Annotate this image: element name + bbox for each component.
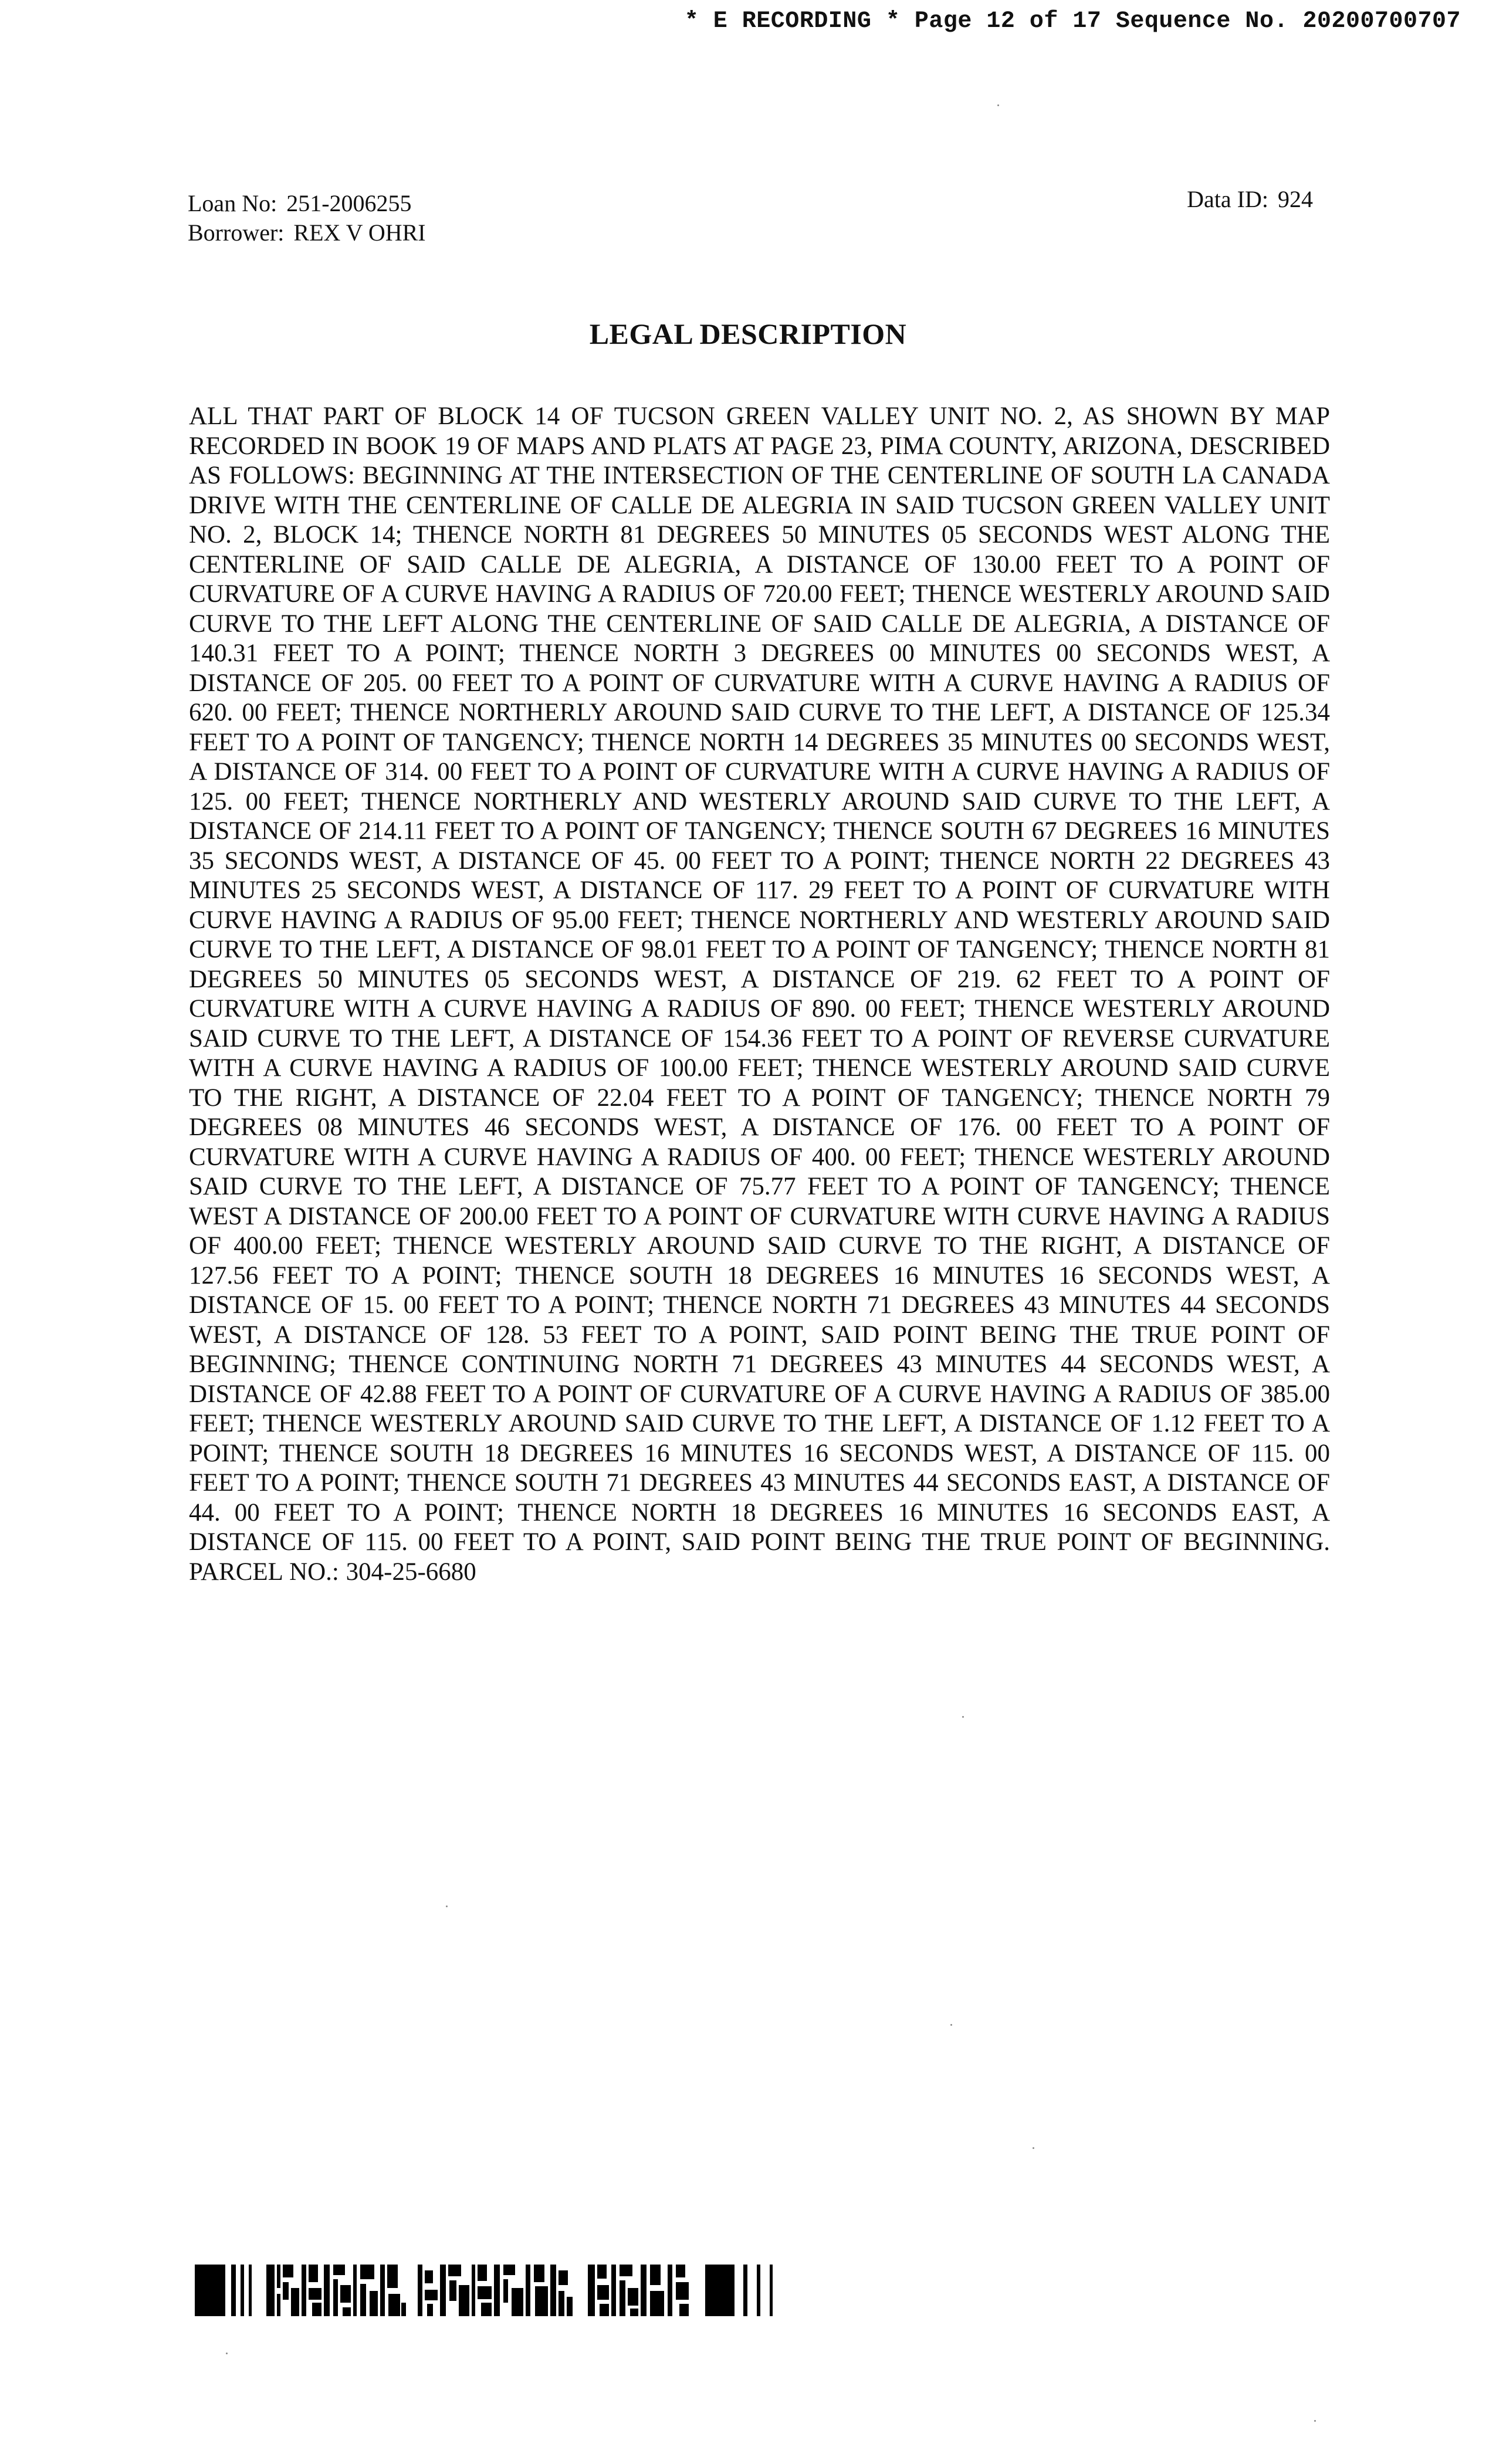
scan-speck	[226, 2353, 228, 2354]
borrower-row	[188, 218, 426, 248]
data-id	[1187, 185, 1313, 213]
borrower-label: Borrower:	[188, 219, 285, 246]
scan-speck	[1033, 2147, 1034, 2149]
scan-speck	[997, 104, 999, 106]
data-id-value: 924	[1278, 186, 1313, 212]
legal-description-body: ALL THAT PART OF BLOCK 14 OF TUCSON GREEN VALLEY UNIT NO. 2, AS SHOWN BY MAP RECORDED IN BOOK 19 OF MAPS AND PLATS AT PAGE 23, PIMA COUNTY, ARIZONA, DESCRIBED AS FOLLOWS: BEGINNING AT THE INTERSECTION OF THE CENTERLINE OF SOUTH LA CANADA DRIVE WITH THE CENTERLINE OF CALLE DE ALEGRIA IN SAID TUCSON GREEN VALLEY UNIT NO. 2, BLOCK 14; THENCE NORTH 81 DEGREES 50 MINUTES 05 SECONDS WEST ALONG THE CENTERLINE OF SAID CALLE DE ALEGRIA, A DISTANCE OF 130.00 FEET TO A POINT OF CURVATURE OF A CURVE HAVING A RADIUS OF 720.00 FEET; THENCE WESTERLY AROUND SAID CURVE TO THE LEFT ALONG THE CENTERLINE OF SAID CALLE DE ALEGRIA, A DISTANCE OF 140.31 FEET TO A POINT; THENCE NORTH 3 DEGREES 00 MINUTES 00 SECONDS WEST, A DISTANCE OF 205. 00 FEET TO A POINT OF CURVATURE WITH A CURVE HAVING A RADIUS OF 620. 00 FEET; THENCE NORTHERLY AROUND SAID CURVE TO THE LEFT, A DISTANCE OF 125.34 FEET TO A POINT OF TANGENCY; THENCE NORTH 14 DEGREES 35 MINUTES 00 SECONDS WEST, A DISTANCE OF 314. 00 FEET TO A POINT OF CURVATURE WITH A CURVE HAVING A RADIUS OF 125. 00 FEET; THENCE NORTHERLY AND WESTERLY AROUND SAID CURVE TO THE LEFT, A DISTANCE OF 214.11 FEET TO A POINT OF TANGENCY; THENCE SOUTH 67 DEGREES 16 MINUTES 35 SECONDS WEST, A DISTANCE OF 45. 00 FEET TO A POINT; THENCE NORTH 22 DEGREES 43 MINUTES 25 SECONDS WEST, A DISTANCE OF 117. 29 FEET TO A POINT OF CURVATURE WITH CURVE HAVING A RADIUS OF 95.00 FEET; THENCE NORTHERLY AND WESTERLY AROUND SAID CURVE TO THE LEFT, A DISTANCE OF 98.01 FEET TO A POINT OF TANGENCY; THENCE NORTH 81 DEGREES 50 MINUTES 05 SECONDS WEST, A DISTANCE OF 219. 62 FEET TO A POINT OF CURVATURE WITH A CURVE HAVING A RADIUS OF 890. 00 FEET; THENCE WESTERLY AROUND SAID CURVE TO THE LEFT, A DISTANCE OF 154.36 FEET TO A POINT OF REVERSE CURVATURE WITH A CURVE HAVING A RADIUS OF 100.00 FEET; THENCE WESTERLY AROUND SAID CURVE TO THE RIGHT, A DISTANCE OF 22.04 FEET TO A POINT OF TANGENCY; THENCE NORTH 79 DEGREES 08 MINUTES 46 SECONDS WEST, A DISTANCE OF 176. 00 FEET TO A POINT OF CURVATURE WITH A CURVE HAVING A RADIUS OF 400. 00 FEET; THENCE WESTERLY AROUND SAID CURVE TO THE LEFT, A DISTANCE OF 75.77 FEET TO A POINT OF TANGENCY; THENCE WEST A DISTANCE OF 200.00 FEET TO A POINT OF CURVATURE WITH CURVE HAVING A RADIUS OF 400.00 FEET; THENCE WESTERLY AROUND SAID CURVE TO THE RIGHT, A DISTANCE OF 127.56 FEET TO A POINT; THENCE SOUTH 18 DEGREES 16 MINUTES 16 SECONDS WEST, A DISTANCE OF 15. 00 FEET TO A POINT; THENCE NORTH 71 DEGREES 43 MINUTES 44 SECONDS WEST, A DISTANCE OF 128. 53 FEET TO A POINT, SAID POINT BEING THE TRUE POINT OF BEGINNING; THENCE CONTINUING NORTH 71 DEGREES 43 MINUTES 44 SECONDS WEST, A DISTANCE OF 42.88 FEET TO A POINT OF CURVATURE OF A CURVE HAVING A RADIUS OF 385.00 FEET; THENCE WESTERLY AROUND SAID CURVE TO THE LEFT, A DISTANCE OF 1.12 FEET TO A POINT; THENCE SOUTH 18 DEGREES 16 MINUTES 16 SECONDS WEST, A DISTANCE OF 115. 00 FEET TO A POINT; THENCE SOUTH 71 DEGREES 43 MINUTES 44 SECONDS EAST, A DISTANCE OF 44. 00 FEET TO A POINT; THENCE NORTH 18 DEGREES 16 MINUTES 16 SECONDS EAST, A DISTANCE OF 115. 00 FEET TO A POINT, SAID POINT BEING THE TRUE POINT OF BEGINNING. PARCEL NO.: 304-25-6680	[189, 402, 1330, 1586]
scan-speck	[962, 1716, 964, 1718]
barcode	[195, 2262, 799, 2317]
loan-info	[188, 189, 426, 248]
borrower-value: REX V OHRI	[293, 219, 426, 246]
recording-header: * E RECORDING * Page 12 of 17 Sequence No. 20200700707	[684, 8, 1461, 35]
loan-number-row	[188, 189, 426, 218]
loan-number-label: Loan No:	[188, 190, 277, 216]
scan-speck	[446, 1905, 448, 1907]
data-id-label: Data ID:	[1187, 186, 1268, 212]
scan-speck	[1314, 2420, 1316, 2422]
scan-speck	[950, 2024, 952, 2026]
loan-number-value: 251-2006255	[286, 190, 412, 216]
page-title: LEGAL DESCRIPTION	[589, 317, 907, 350]
